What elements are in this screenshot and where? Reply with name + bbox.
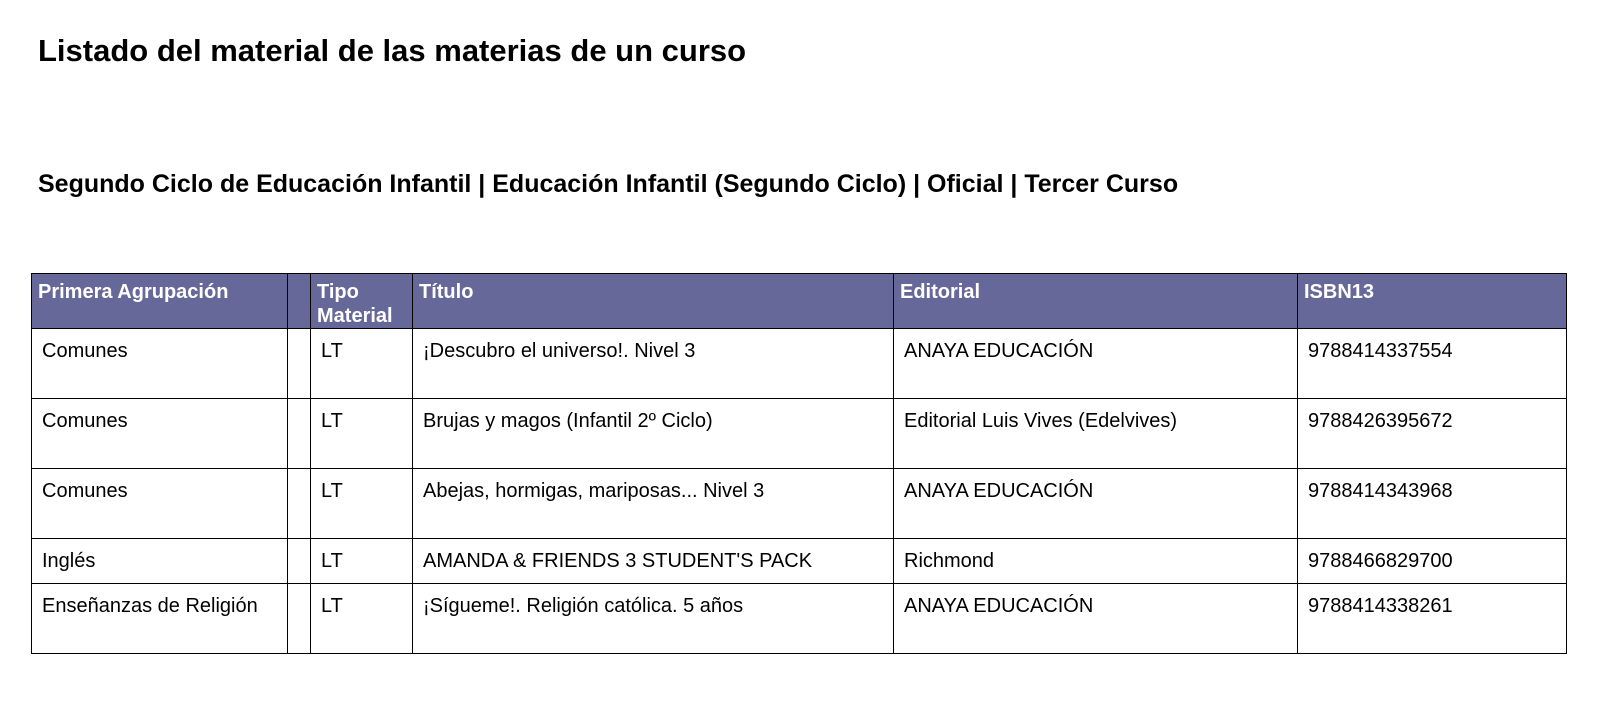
cell-editorial [894,539,1298,584]
cell-editorial [894,399,1298,469]
cell-text: ANAYA EDUCACIÓN [904,595,1094,617]
cell-tipo-material [311,399,413,469]
cell-spacer [288,399,311,469]
cell-titulo [413,329,894,399]
cell-spacer [288,539,311,584]
table-row [32,469,1567,539]
cell-text: Richmond [904,550,995,572]
cell-tipo-material [311,469,413,539]
column-header-agrupacion: Primera Agrupación [32,274,288,329]
material-table [31,273,1567,654]
table-row [32,539,1567,584]
cell-spacer [288,584,311,654]
cell-text: 9788466829700 [1308,550,1453,572]
table-header [32,274,1567,329]
table-row [32,399,1567,469]
cell-agrupacion [32,399,288,469]
cell-text: 9788426395672 [1308,410,1453,432]
column-header-tipo-material: Tipo Material [311,274,413,329]
cell-titulo [413,469,894,539]
cell-text: ¡Descubro el universo!. Nivel 3 [423,340,696,362]
cell-isbn13 [1298,399,1567,469]
cell-agrupacion [32,539,288,584]
cell-isbn13 [1298,539,1567,584]
cell-editorial [894,584,1298,654]
column-header-editorial: Editorial [894,274,1298,329]
cell-tipo-material [311,329,413,399]
cell-text: 9788414337554 [1308,340,1453,362]
table-body [32,329,1567,654]
cell-text: Abejas, hormigas, mariposas... Nivel 3 [423,480,765,502]
cell-text: LT [321,410,343,432]
cell-text: Inglés [42,550,96,572]
cell-spacer [288,469,311,539]
column-header-isbn13: ISBN13 [1298,274,1567,329]
cell-text: ANAYA EDUCACIÓN [904,340,1094,362]
cell-text: 9788414338261 [1308,595,1453,617]
cell-tipo-material [311,539,413,584]
cell-text: LT [321,480,343,502]
cell-text: Editorial Luis Vives (Edelvives) [904,410,1178,432]
cell-agrupacion [32,584,288,654]
table-row [32,584,1567,654]
cell-spacer [288,329,311,399]
cell-text: AMANDA & FRIENDS 3 STUDENT'S PACK [423,550,813,572]
cell-text: LT [321,595,343,617]
cell-isbn13 [1298,584,1567,654]
cell-tipo-material [311,584,413,654]
cell-titulo [413,539,894,584]
cell-agrupacion [32,469,288,539]
cell-text: ¡Sígueme!. Religión católica. 5 años [423,595,744,617]
cell-text: Comunes [42,410,128,432]
cell-text: Comunes [42,340,128,362]
document-title: Listado del material de las materias de un curso [38,33,747,68]
cell-text: Brujas y magos (Infantil 2º Ciclo) [423,410,713,432]
cell-isbn13 [1298,329,1567,399]
cell-text: 9788414343968 [1308,480,1453,502]
cell-editorial [894,329,1298,399]
cell-titulo [413,584,894,654]
cell-text: ANAYA EDUCACIÓN [904,480,1094,502]
cell-titulo [413,399,894,469]
cell-agrupacion [32,329,288,399]
header-row [32,274,1567,329]
cell-text: Comunes [42,480,128,502]
cell-text: Enseñanzas de Religión [42,595,258,617]
cell-text: LT [321,550,343,572]
table-row [32,329,1567,399]
course-subtitle: Segundo Ciclo de Educación Infantil | Educación Infantil (Segundo Ciclo) | Oficial | Tercer Curso [38,170,1179,198]
cell-text: LT [321,340,343,362]
cell-editorial [894,469,1298,539]
column-header-titulo: Título [413,274,894,329]
cell-isbn13 [1298,469,1567,539]
column-spacer [288,274,311,329]
